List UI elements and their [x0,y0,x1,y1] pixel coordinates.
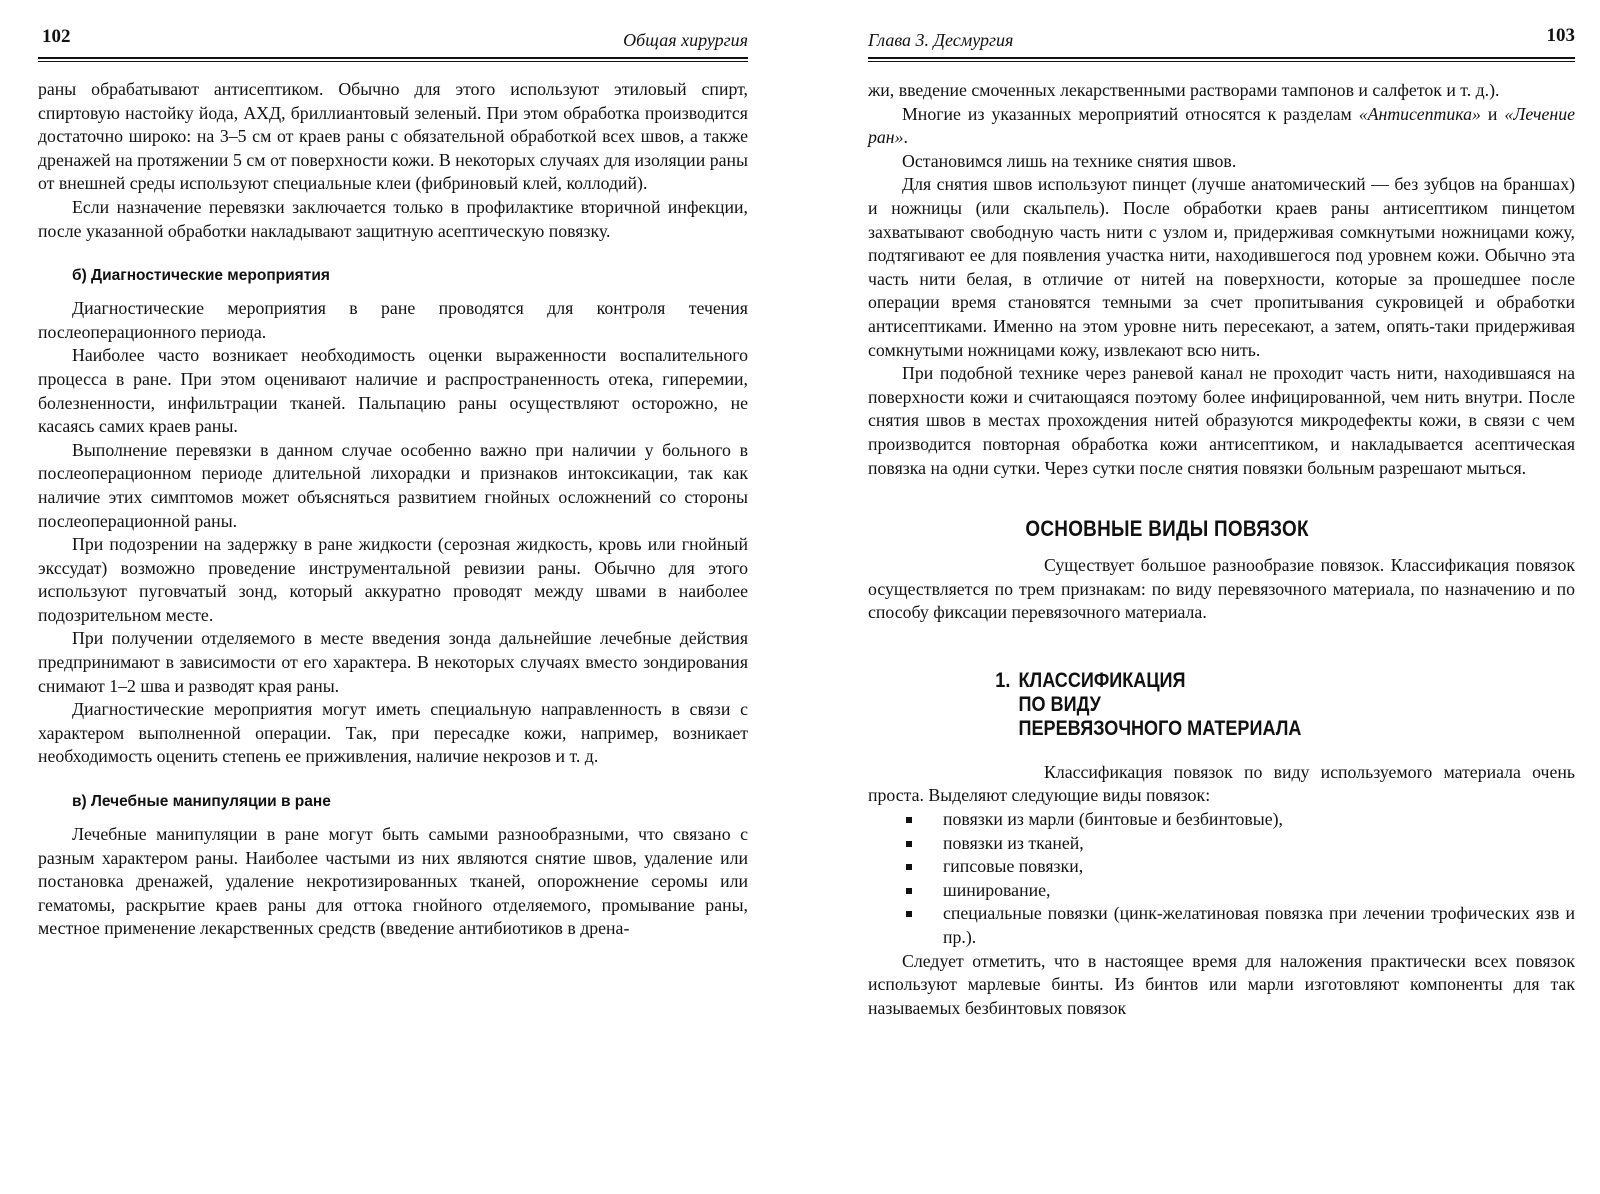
section-heading: ОСНОВНЫЕ ВИДЫ ПОВЯЗОК [1025,516,1309,542]
italic-reference: «Лечение ран» [868,103,1575,148]
list-item: повязки из тканей, [868,832,1575,856]
heading-line: КЛАССИФИКАЦИЯ [1018,668,1186,692]
paragraph: жи, введение смоченных лекарственными растворами тампонов и салфеток и т. д.). [868,80,1500,100]
subsection-heading: в) Лечебные манипуляции в ране [72,793,331,811]
paragraph: раны обрабатывают антисептиком. Обычно для этого используют этиловый спирт, спиртовую настойку йода, АХД, бриллиантовый зеленый. При этом обработка производится достаточно широко: на 3–5 см от краев раны с обязательной обработкой всех швов, а также дренажей на протяжении 5 см от поверхности кожи. В некоторых случаях для изоляции раны от внешней среды используют специальные клеи (фибриновый клей, коллодий). [38,79,748,194]
heading-line: ПЕРЕВЯЗОЧНОГО МАТЕРИАЛА [1018,716,1302,740]
header-rule [868,57,1575,59]
page-body [868,79,1575,1020]
page-body [38,78,748,941]
list-item: гипсовые повязки, [868,855,1575,879]
paragraph: При подобной технике через раневой канал не проходит часть нити, находившаяся на поверхности кожи и считающаяся поэтому более инфицированной, чем нить внутри. После снятия швов в местах прохождения нитей образуются микродефекты кожи, в связи с чем производится повторная обработка кожи антисептиком, и накладывается асептическая повязка на одни сутки. Через сутки после снятия повязки больным разрешают мыться. [868,363,1575,478]
heading-lines [1019,669,1302,741]
paragraph [868,103,1575,150]
list-item: специальные повязки (цинк-желатиновая повязка при лечении трофических язв и пр.). [868,902,1575,949]
text-run: Многие из указанных мероприятий относятся к разделам [902,103,1359,124]
list-item: шинирование, [868,879,1575,903]
heading-line: ПО ВИДУ [1018,692,1101,716]
paragraph: Выполнение перевязки в данном случае особенно важно при наличии у больного в послеоперационном периоде длительной лихорадки и признаков интоксикации, так как наличие этих симптомов может объясняться развитием гнойных осложнений со стороны послеоперационной раны. [38,439,748,531]
running-title: Глава 3. Десмургия [868,30,1014,50]
text-run: и [1480,103,1505,124]
subsection-heading: б) Диагностические мероприятия [72,267,330,285]
list-item: повязки из марли (бинтовые и безбинтовые), [868,808,1575,832]
paragraph: Для снятия швов используют пинцет (лучше анатомический — без зубцов на браншах) и ножницы (или скальпель). После обработки краев раны антисептиком пинцетом захватывают свободную часть нити с узлом и, придерживая сомкнутыми ножницами кожу, подтягивают ее для появления участка нити, находившегося под уровнем кожи. Обычно эта часть нити белая, в отличие от нитей на поверхности, которые за прошедшее после операции время становятся темными за счет пропитывания сукровицей и обработки антисептиками. Именно на этом уровне нить пересекают, а затем, опять-таки придерживая сомкнутыми ножницами кожу, извлекают всю нить. [868,174,1575,360]
bullet-list [868,808,1575,950]
right-page [868,0,1575,1020]
paragraph: Существует большое разнообразие повязок. Классификация повязок осуществляется по трем признакам: по виду перевязочного материала, по назначению и по способу фиксации перевязочного материала. [868,555,1575,623]
paragraph: Классификация повязок по виду используемого материала очень проста. Выделяют следующие виды повязок: [868,761,1575,806]
paragraph: При получении отделяемого в месте введения зонда дальнейшие лечебные действия предпринимают в зависимости от его характера. В некоторых случаях вместо зондирования снимают 1–2 шва и разводят края раны. [38,628,748,696]
paragraph: Диагностические мероприятия могут иметь специальную направленность в связи с характером выполненной операции. Так, при пересадке кожи, например, возникает необходимость оценить степень ее приживления, наличие некрозов и т. д. [38,699,748,767]
paragraph: При подозрении на задержку в ране жидкости (серозная жидкость, кровь или гнойный экссудат) возможно проведение инструментальной ревизии раны. Обычно для этого используют пуговчатый зонд, который аккуратно проводят между швами в наиболее подозрительном месте. [38,534,748,625]
numbered-heading [868,669,1476,741]
paragraph: Следует отметить, что в настоящее время для наложения практически всех повязок используют марлевые бинты. Из бинтов или марли изготовляют компоненты для так называемых безбинтовых повязок [868,950,1575,1018]
text-run: . [903,127,908,148]
page-number: 103 [1546,25,1575,46]
paragraph: Наиболее часто возникает необходимость оценки выраженности воспалительного процесса в ране. При этом оценивают наличие и распространенность отека, гиперемии, болезненности, инфильтрации тканей. Пальпацию раны осуществляют осторожно, не касаясь самих краев раны. [38,345,748,437]
paragraph: Если назначение перевязки заключается только в профилактике вторичной инфекции, после указанной обработки накладывают защитную асептическую повязку. [38,196,748,241]
paragraph: Лечебные манипуляции в ране могут быть самыми разнообразными, что связано с разным характером раны. Наиболее частыми из них являются снятие швов, удаление или постановка дренажей, удаление некротизированных тканей, опорожнение серомы или гематомы, раскрытие краев раны для оттока гнойного отделяемого, промывание раны, местное применение лекарственных средств (введение антибиотиков в дрена- [38,824,748,939]
paragraph: Остановимся лишь на технике снятия швов. [902,150,1237,171]
page-number: 102 [42,26,71,47]
paragraph: Диагностические мероприятия в ране проводятся для контроля течения послеоперационного периода. [38,298,748,342]
heading-number: 1. [995,668,1011,692]
running-head [38,0,748,60]
header-rule [38,57,748,59]
left-page [38,0,748,941]
running-head [868,0,1575,60]
running-title: Общая хирургия [623,30,748,50]
italic-reference: «Антисептика» [1358,103,1481,124]
